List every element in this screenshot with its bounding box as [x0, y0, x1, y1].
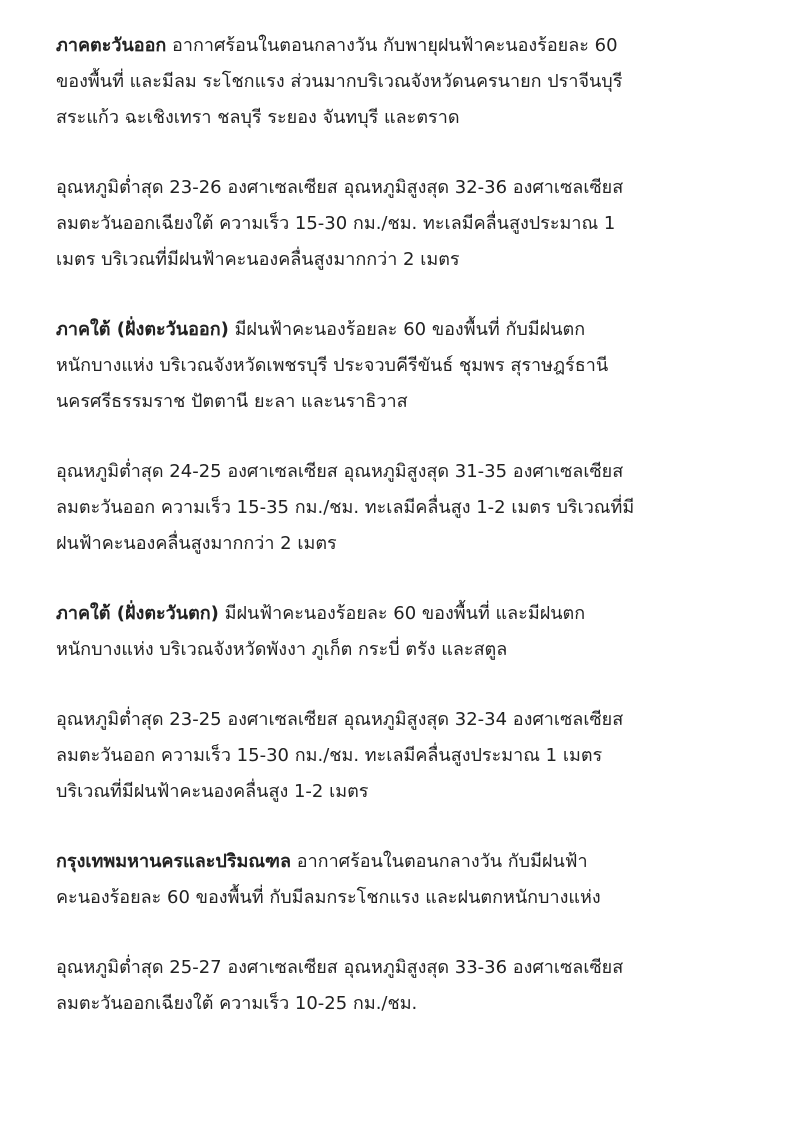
- text-line: [56, 312, 746, 348]
- text-line: บริเวณที่มีฝนฟ้าคะนองคลื่นสูง 1-2 เมตร: [56, 781, 369, 802]
- region-name: ภาคใต้ (ฝั่งตะวันตก): [56, 603, 219, 624]
- region-forecast-south-east-coast: [56, 312, 746, 420]
- text-line: หนักบางแห่ง บริเวณจังหวัดพังงา ภูเก็ต กระบี่ ตรัง และสตูล: [56, 639, 508, 660]
- text-line: อุณหภูมิต่ำสุด 23-26 องศาเซลเซียส อุณหภูมิสูงสุด 32-36 องศาเซลเซียส: [56, 177, 624, 198]
- region-name: ภาคใต้ (ฝั่งตะวันออก): [56, 319, 229, 340]
- text-line: อุณหภูมิต่ำสุด 25-27 องศาเซลเซียส อุณหภูมิสูงสุด 33-36 องศาเซลเซียส: [56, 957, 624, 978]
- text-line: ของพื้นที่ และมีลม ระโชกแรง ส่วนมากบริเวณจังหวัดนครนายก ปราจีนบุรี: [56, 71, 623, 92]
- text-line: สระแก้ว ฉะเชิงเทรา ชลบุรี ระยอง จันทบุรี และตราด: [56, 107, 460, 128]
- region-name: ภาคตะวันออก: [56, 35, 167, 56]
- region-forecast-bangkok: [56, 844, 746, 916]
- region-details-bangkok: [56, 950, 746, 1022]
- description-text: มีฝนฟ้าคะนองร้อยละ 60 ของพื้นที่ และมีฝนตก: [218, 603, 586, 624]
- text-line: ลมตะวันออกเฉียงใต้ ความเร็ว 10-25 กม./ชม.: [56, 993, 418, 1014]
- region-name: กรุงเทพมหานครและปริมณฑล: [56, 851, 292, 872]
- forecast-article: [56, 28, 746, 1056]
- text-line: ลมตะวันออก ความเร็ว 15-30 กม./ชม. ทะเลมีคลื่นสูงประมาณ 1 เมตร: [56, 745, 603, 766]
- region-details-east: [56, 170, 746, 278]
- text-line: เมตร บริเวณที่มีฝนฟ้าคะนองคลื่นสูงมากกว่า 2 เมตร: [56, 249, 460, 270]
- text-line: ลมตะวันออก ความเร็ว 15-35 กม./ชม. ทะเลมีคลื่นสูง 1-2 เมตร บริเวณที่มี: [56, 497, 635, 518]
- description-text: อากาศร้อนในตอนกลางวัน กับมีฝนฟ้า: [291, 851, 588, 872]
- text-line: ฝนฟ้าคะนองคลื่นสูงมากกว่า 2 เมตร: [56, 533, 337, 554]
- text-line: [56, 28, 746, 64]
- text-line: [56, 596, 746, 632]
- region-details-south-west-coast: [56, 702, 746, 810]
- text-line: นครศรีธรรมราช ปัตตานี ยะลา และนราธิวาส: [56, 391, 408, 412]
- region-forecast-south-west-coast: [56, 596, 746, 668]
- text-line: หนักบางแห่ง บริเวณจังหวัดเพชรบุรี ประจวบคีรีขันธ์ ชุมพร สุราษฎร์ธานี: [56, 355, 609, 376]
- text-line: [56, 844, 746, 880]
- region-forecast-east: [56, 28, 746, 136]
- description-text: อากาศร้อนในตอนกลางวัน กับพายุฝนฟ้าคะนองร้อยละ 60: [166, 35, 618, 56]
- description-text: มีฝนฟ้าคะนองร้อยละ 60 ของพื้นที่ กับมีฝนตก: [228, 319, 586, 340]
- region-details-south-east-coast: [56, 454, 746, 562]
- text-line: ลมตะวันออกเฉียงใต้ ความเร็ว 15-30 กม./ชม. ทะเลมีคลื่นสูงประมาณ 1: [56, 213, 616, 234]
- text-line: อุณหภูมิต่ำสุด 23-25 องศาเซลเซียส อุณหภูมิสูงสุด 32-34 องศาเซลเซียส: [56, 709, 624, 730]
- text-line: คะนองร้อยละ 60 ของพื้นที่ กับมีลมกระโชกแรง และฝนตกหนักบางแห่ง: [56, 887, 601, 908]
- text-line: อุณหภูมิต่ำสุด 24-25 องศาเซลเซียส อุณหภูมิสูงสุด 31-35 องศาเซลเซียส: [56, 461, 624, 482]
